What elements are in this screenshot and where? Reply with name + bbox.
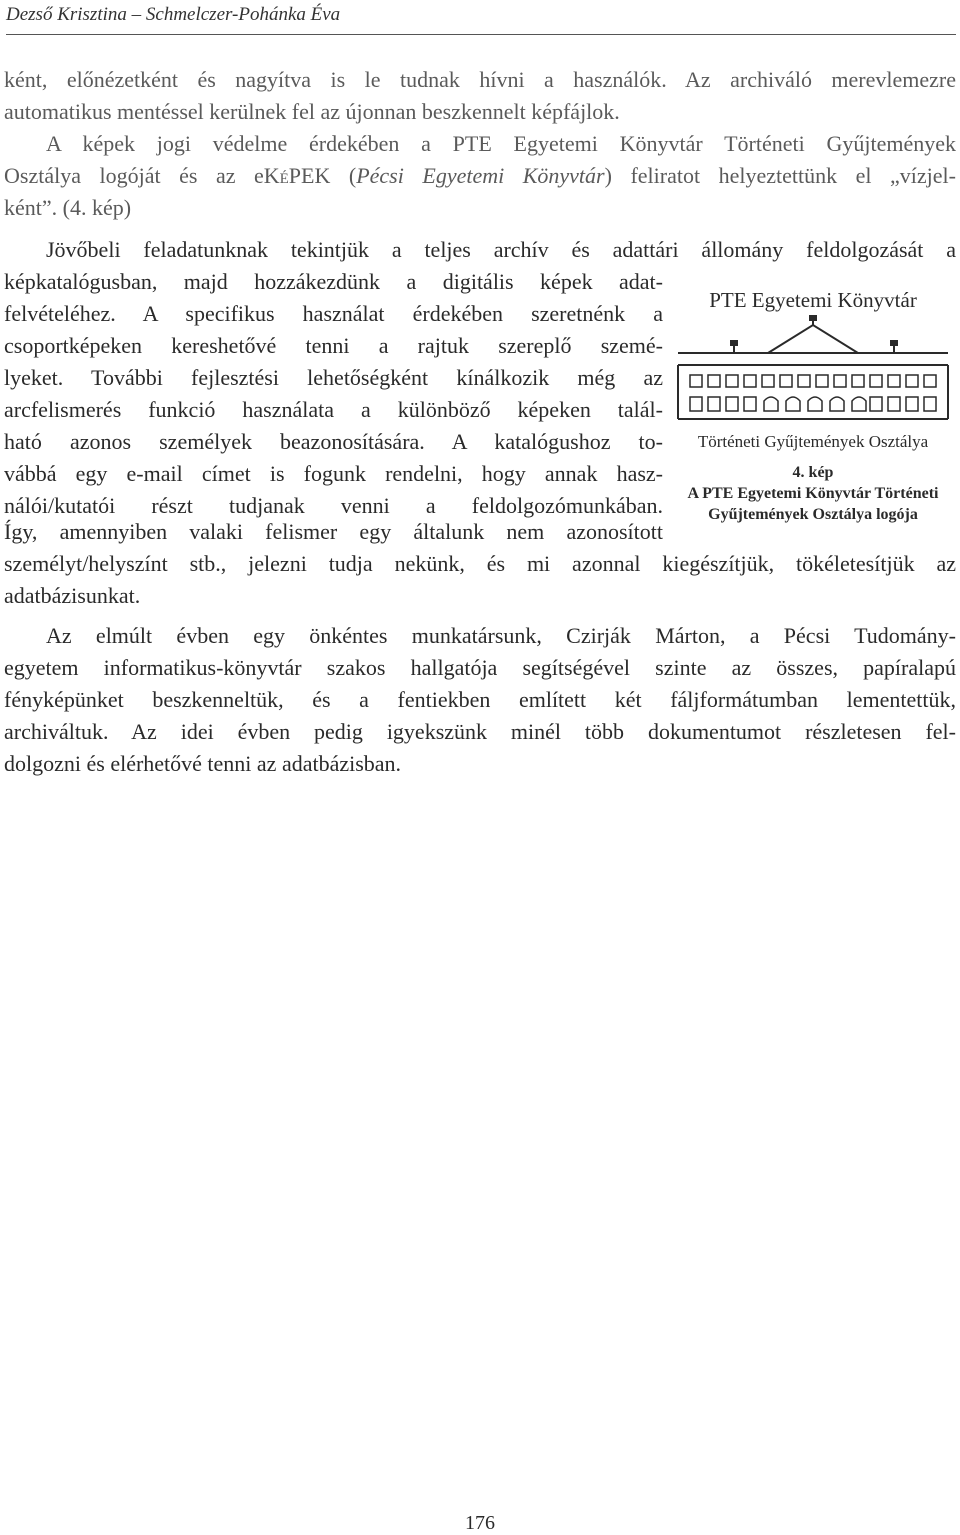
figure-caption [668,462,958,525]
paragraph-line: A képek jogi védelme érdekében a PTE Egyetemi Könyvtár Történeti Gyűjtemények [46,131,956,156]
paragraph-line: Jövőbeli feladatunknak tekintjük a teljes archív és adattári állomány feldolgozását a [46,237,956,262]
paragraph-line: csoportképeken kereshetővé tenni a rajtuk szereplő szemé- [4,333,663,358]
caption-line: Gyűjtemények Osztálya logója [708,506,918,523]
text-span: ( [330,163,357,188]
paragraph-line: képkatalógusban, majd hozzákezdünk a digitális képek adat- [4,269,663,294]
paragraph-line: vábbá egy e-mail címet is fogunk rendelni, hogy annak hasz- [4,461,663,486]
text-span: KéPEK [263,163,331,188]
paragraph-line: Az elmúlt évben egy önkéntes munkatársunk, Czirják Márton, a Pécsi Tudomány- [46,623,956,648]
text-span: ) feliratot helyeztettünk el „vízjel- [604,163,956,188]
paragraph-line: Így, amennyiben valaki felismer egy általunk nem azonosított [4,519,663,544]
figure-4 [668,288,958,525]
text-span: Osztálya logóját és az e [4,163,264,188]
paragraph-line: archiváltuk. Az idei évben pedig igyekszünk minél több dokumentumot részletesen fel- [4,719,956,744]
paragraph-line: arcfelismerés funkció használata a különböző képeken talál- [4,397,663,422]
paragraph-line: lyeket. További fejlesztési lehetőségként kínálkozik még az [4,365,663,390]
paragraph-line: nálói/kutatói részt tudjanak venni a feldolgozómunkában. [4,493,663,518]
library-building-logo [668,313,958,425]
caption-number: 4. kép [792,464,834,481]
paragraph-line: ként, előnézetként és nagyítva is le tudnak hívni a használók. Az archiváló merevlemezre [4,67,956,92]
paragraph-line: ható azonos személyek beazonosítására. A katalógushoz to- [4,429,663,454]
paragraph-line [4,160,956,192]
paragraph-line: ként”. (4. kép) [4,195,132,220]
paragraph-line: személyt/helyszínt stb., jelezni tudja nekünk, és mi azonnal kiegészítjük, tökéletesítjük az [4,551,956,576]
logo-title: PTE Egyetemi Könyvtár [709,288,917,312]
text-span: Pécsi Egyetemi Könyvtár [356,163,605,188]
logo-subtitle: Történeti Gyűjtemények Osztálya [697,432,929,451]
paragraph-line: adatbázisunkat. [4,583,141,608]
running-header: Dezső Krisztina – Schmelczer-Pohánka Éva [6,4,956,35]
paragraph-line: dolgozni és elérhetővé tenni az adatbázisban. [4,751,402,776]
paragraph-line: fényképünket beszkenneltük, és a fentiekben említett két fáljformátumban lementettük, [4,687,956,712]
paragraph-line: egyetem informatikus-könyvtár szakos hallgatója segítségével szinte az összes, papíralapú [4,655,956,680]
caption-line: A PTE Egyetemi Könyvtár Történeti [687,485,939,502]
paragraph-line: felvételéhez. A specifikus használat érdekében szeretnénk a [4,301,663,326]
page-number: 176 [465,1512,495,1534]
paragraph-line: automatikus mentéssel kerülnek fel az újonnan beszkennelt képfájlok. [4,99,620,124]
